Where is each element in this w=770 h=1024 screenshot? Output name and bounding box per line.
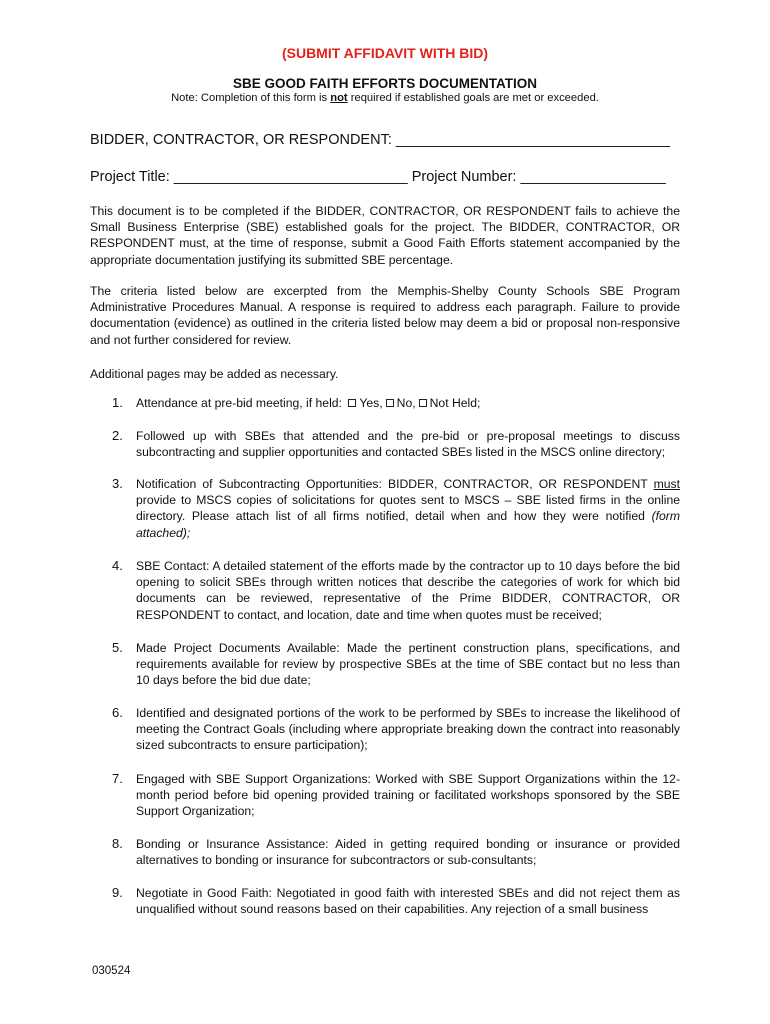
note-prefix: Note: Completion of this form is bbox=[171, 92, 331, 104]
item-number: 7. bbox=[112, 771, 123, 786]
item-number: 2. bbox=[112, 428, 123, 443]
item-number: 5. bbox=[112, 640, 123, 655]
list-item bbox=[112, 395, 680, 411]
submit-affidavit-note: (SUBMIT AFFIDAVIT WITH BID) bbox=[281, 45, 489, 61]
list-item bbox=[112, 640, 680, 689]
note-suffix: required if established goals are met or exceeded. bbox=[347, 92, 599, 104]
item-number: 4. bbox=[112, 558, 123, 573]
item-3-must: must bbox=[653, 477, 680, 491]
criteria-paragraph: The criteria listed below are excerpted from the Memphis-Shelby County Schools SBE Program Administrative Procedures Manual. A response is required to address each paragraph. Failure to provide documentation (evidence) as outlined in the criteria listed below may deem a bid or proposal non-responsive and not further considered for review. bbox=[90, 284, 680, 347]
additional-pages-note: Additional pages may be added as necessary. bbox=[90, 367, 339, 381]
item-number: 1. bbox=[112, 395, 123, 410]
option-not-held-label: Not Held; bbox=[429, 396, 481, 410]
checkbox-yes[interactable] bbox=[348, 399, 356, 407]
item-number: 9. bbox=[112, 885, 123, 900]
list-item bbox=[112, 836, 680, 868]
list-item bbox=[112, 476, 680, 541]
item-text: Negotiate in Good Faith: Negotiated in good faith with interested SBEs and did not reject them as unqualified without sound reasons based on their capabilities. Any rejection of a small business bbox=[136, 886, 680, 917]
list-item bbox=[112, 705, 680, 754]
item-text: Engaged with SBE Support Organizations: Worked with SBE Support Organizations within the 12-month period before bid opening provided training or facilitated workshops sponsored by the SBE Support Organization; bbox=[136, 772, 680, 819]
item-3-text-b: provide to MSCS copies of solicitations for quotes sent to MSCS – SBE listed firms in the online directory. Please attach list of all firms notified, detail when and how they were notified bbox=[136, 493, 680, 524]
item-1-prefix: Attendance at pre-bid meeting, if held: bbox=[136, 396, 346, 410]
list-item bbox=[112, 771, 680, 820]
item-text: Made Project Documents Available: Made the pertinent construction plans, specifications, and requirements available for review by prospective SBEs at the time of SBE contact but no less than 10 days before the bid due date; bbox=[136, 641, 680, 688]
completion-note bbox=[0, 92, 770, 104]
bidder-field[interactable]: BIDDER, CONTRACTOR, OR RESPONDENT: __________________________________ bbox=[90, 132, 671, 148]
project-title-number-field[interactable]: Project Title: _____________________________ Project Number: __________________ bbox=[90, 169, 666, 185]
item-text bbox=[136, 476, 680, 541]
item-number: 6. bbox=[112, 705, 123, 720]
checkbox-no[interactable] bbox=[386, 399, 394, 407]
item-number: 8. bbox=[112, 836, 123, 851]
document-code: 030524 bbox=[92, 965, 131, 977]
item-3-text-a: Notification of Subcontracting Opportunities: BIDDER, CONTRACTOR, OR RESPONDENT bbox=[136, 477, 654, 491]
list-item bbox=[112, 428, 680, 460]
item-3-form-attached: (form attached); bbox=[136, 509, 680, 540]
list-item bbox=[112, 558, 680, 623]
note-emphasis: not bbox=[330, 92, 348, 104]
item-text: SBE Contact: A detailed statement of the efforts made by the contractor up to 10 days before the bid opening to solicit SBEs through written notices that describe the categories of work for which bid documents can be reviewed, representative of the Prime BIDDER, CONTRACTOR, OR RESPONDENT to contact, and location, date and time when quotes must be received; bbox=[136, 559, 680, 622]
item-text bbox=[136, 395, 680, 411]
item-number: 3. bbox=[112, 476, 123, 491]
item-text: Bonding or Insurance Assistance: Aided in getting required bonding or insurance or provided alternatives to bonding or insurance for subcontractors or sub-consultants; bbox=[136, 837, 680, 868]
item-text: Identified and designated portions of the work to be performed by SBEs to increase the likelihood of meeting the Contract Goals (including where appropriate breaking down the contract into reasonably sized subcontracts to ensure participation); bbox=[136, 706, 680, 753]
document-title: SBE GOOD FAITH EFFORTS DOCUMENTATION bbox=[233, 76, 537, 91]
intro-paragraph: This document is to be completed if the BIDDER, CONTRACTOR, OR RESPONDENT fails to achieve the Small Business Enterprise (SBE) established goals for the project. The BIDDER, CONTRACTOR, OR RESPONDENT must, at the time of response, submit a Good Faith Efforts statement accompanied by the appropriate documentation justifying its submitted SBE percentage. bbox=[90, 204, 680, 267]
option-no-label: No, bbox=[396, 396, 416, 410]
checkbox-not-held[interactable] bbox=[419, 399, 427, 407]
list-item bbox=[112, 885, 680, 917]
item-text: Followed up with SBEs that attended and the pre-bid or pre-proposal meetings to discuss subcontracting and supplier opportunities and contacted SBEs listed in the MSCS online directory; bbox=[136, 429, 680, 460]
option-yes-label: Yes, bbox=[359, 396, 383, 410]
